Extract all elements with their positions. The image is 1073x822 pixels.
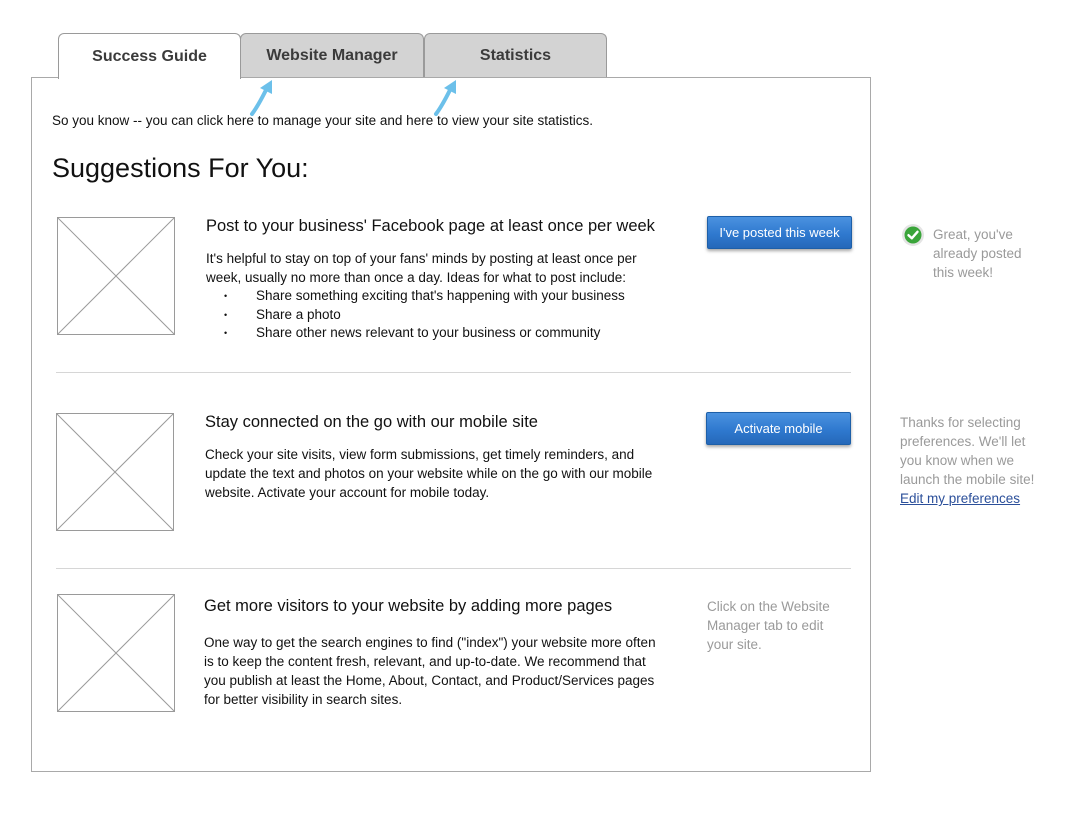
suggestion-description: It's helpful to stay on top of your fans' minds by posting at least once per week, usually no more than once a day. Ideas for what to post include: xyxy=(206,251,637,285)
website-manager-hint: Click on the Website Manager tab to edit your site. xyxy=(707,599,830,652)
list-item: • Share a photo xyxy=(206,306,625,325)
arrow-up-icon xyxy=(248,78,278,116)
tab-website-manager[interactable] xyxy=(240,33,424,77)
image-placeholder-icon xyxy=(56,413,174,531)
edit-preferences-link[interactable]: Edit my preferences xyxy=(900,491,1021,506)
list-item: • Share something exciting that's happening with your business xyxy=(206,287,625,306)
suggestion-bullets xyxy=(206,287,625,343)
tab-label: Success Guide xyxy=(92,47,207,65)
posted-this-week-button[interactable]: I've posted this week xyxy=(707,216,852,249)
suggestion-description: One way to get the search engines to find ("index") your website more often is to keep the content fresh, relevant, and up-to-date. We recommend that you publish at least the Home, About, Contact, and Product/Services pages for better visibility in search sites. xyxy=(204,635,656,707)
tab-statistics[interactable] xyxy=(424,33,607,77)
image-placeholder-icon xyxy=(57,217,175,335)
checkmark-icon xyxy=(901,223,925,247)
activate-mobile-button[interactable]: Activate mobile xyxy=(706,412,851,445)
list-item: • Share other news relevant to your business or community xyxy=(206,324,625,343)
divider xyxy=(56,568,851,569)
suggestion-title: Get more visitors to your website by adding more pages xyxy=(204,597,613,615)
tab-label: Website Manager xyxy=(266,46,398,64)
intro-text: So you know -- you can click here to manage your site and here to view your site statistics. xyxy=(52,113,594,128)
mobile-preferences-note xyxy=(900,413,1050,508)
image-placeholder-icon xyxy=(57,594,175,712)
suggestion-title: Post to your business' Facebook page at least once per week xyxy=(206,217,655,235)
arrow-up-icon xyxy=(432,78,462,116)
note-text: Thanks for selecting preferences. We'll let you know when we launch the mobile site! xyxy=(900,415,1035,487)
tab-success-guide[interactable] xyxy=(58,33,241,79)
suggestion-title: Stay connected on the go with our mobile site xyxy=(205,413,538,431)
suggestion-description: Check your site visits, view form submissions, get timely reminders, and update the text and photos on your website while on the go with our mobile website. Activate your account for mobile today. xyxy=(205,447,653,500)
posted-confirmation-note: Great, you've already posted this week! xyxy=(933,227,1022,280)
page-title: Suggestions For You: xyxy=(52,153,309,183)
divider xyxy=(56,372,851,373)
tab-label: Statistics xyxy=(479,46,552,64)
